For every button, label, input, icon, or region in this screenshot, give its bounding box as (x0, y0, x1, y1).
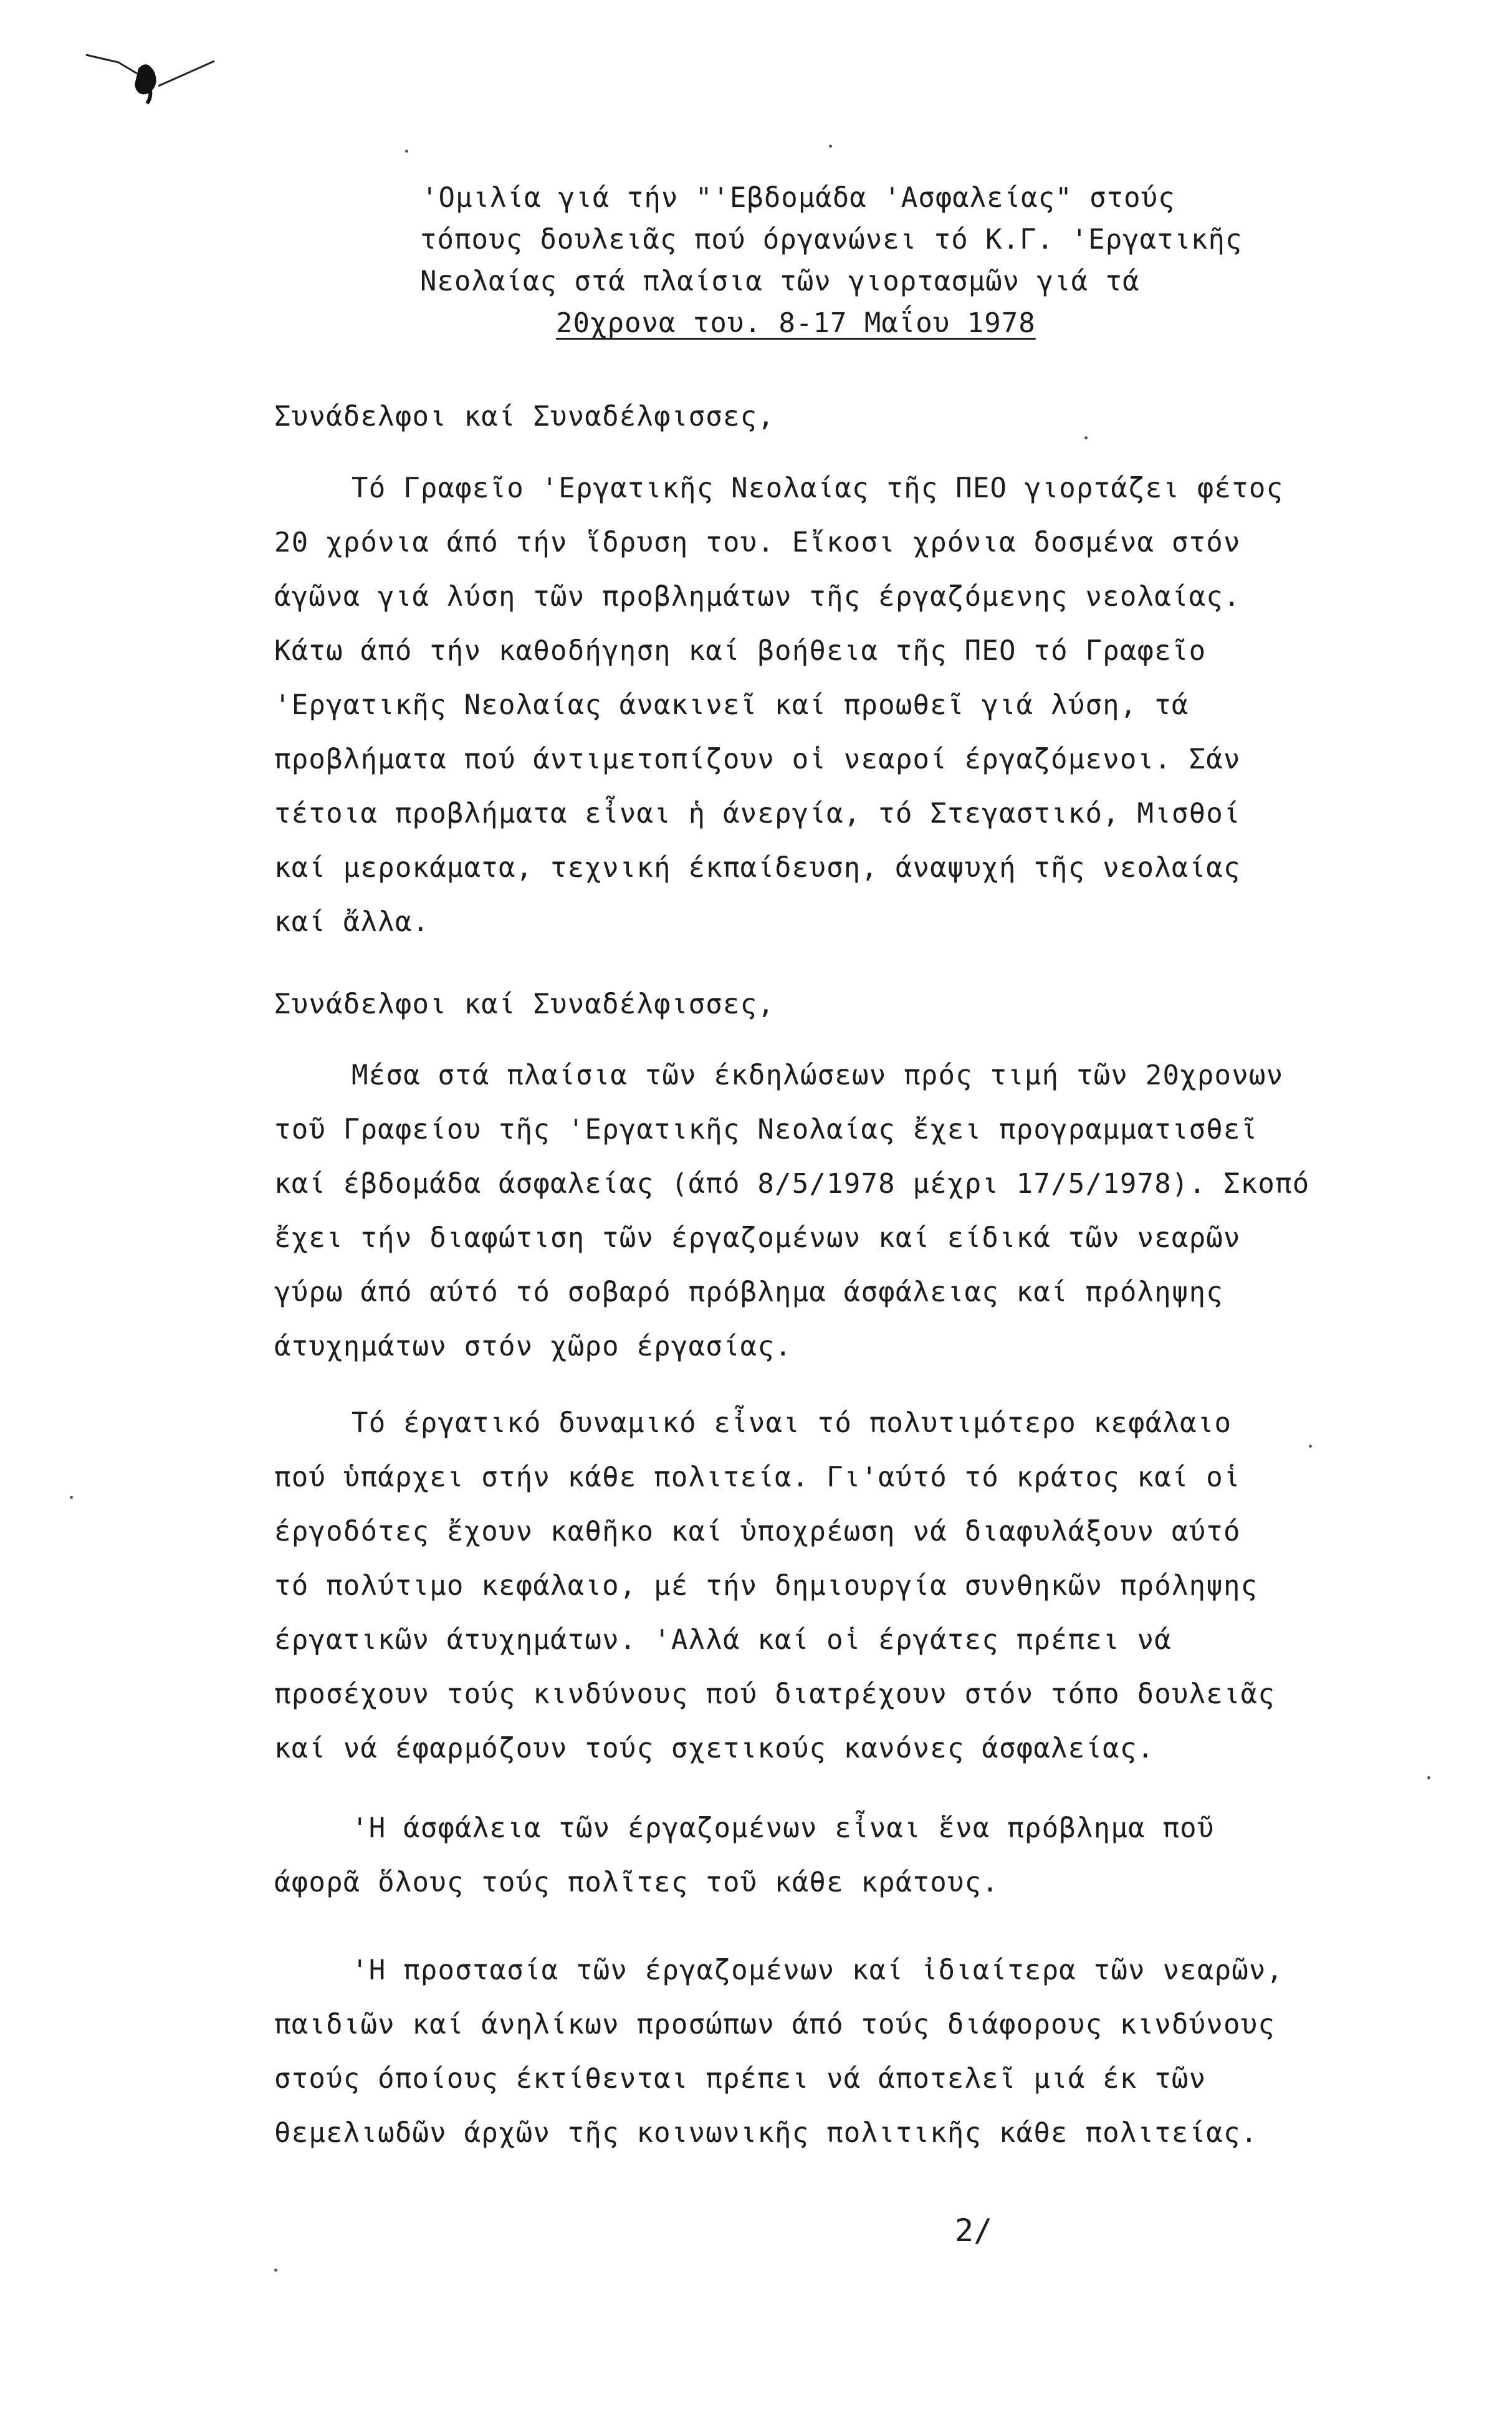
paragraph (274, 1943, 1283, 2160)
paragraph-line: προβλήματα πού άντιμετοπίζουν οἱ νεαροί έργαζόμενοι. Σάν (274, 744, 1241, 775)
paragraph-line: έργοδότες ἔχουν καθῆκο καί ὑποχρέωση νά διαφυλάξουν αύτό (274, 1516, 1241, 1547)
paragraph (274, 1048, 1309, 1374)
scan-speck (1427, 1776, 1430, 1779)
paragraph (274, 461, 1283, 949)
paragraph-line: τέτοια προβλήματα εἶναι ἡ άνεργία, τό Στεγαστικό, Μισθοί (274, 798, 1241, 830)
paragraph-line: Τό Γραφεῖο 'Εργατικῆς Νεολαίας τῆς ΠΕΟ γιορτάζει φέτος (352, 472, 1284, 504)
title-date-line: 20χρονα του. 8-17 Μαΐου 1978 (556, 307, 1036, 339)
scan-speck (274, 2269, 277, 2272)
title-line: Νεολαίας στά πλαίσια τῶν γιορτασμῶν γιά τά (420, 265, 1140, 297)
scan-speck (829, 145, 832, 148)
paragraph-line: πού ὑπάρχει στήν κάθε πολιτεία. Γι'αύτό τό κράτος καί οἱ (274, 1461, 1241, 1493)
paragraph-line: στούς όποίους έκτίθενται πρέπει νά άποτελεῖ μιά έκ τῶν (274, 2063, 1207, 2095)
paragraph-line: καί μεροκάματα, τεχνική έκπαίδευση, άναψυχή τῆς νεολαίας (274, 852, 1241, 884)
paragraph-line: παιδιῶν καί άνηλίκων προσώπων άπό τούς διάφορους κινδύνους (274, 2009, 1276, 2040)
title-line: 'Ομιλία γιά τήν "'Εβδομάδα 'Ασφαλείας" στούς (421, 182, 1175, 214)
page-number: 2/ (955, 2212, 993, 2249)
paragraph-line: 'Εργατικῆς Νεολαίας άνακινεῖ καί προωθεῖ γιά λύση, τά (274, 689, 1189, 721)
paragraph-line: τοῦ Γραφείου τῆς 'Εργατικῆς Νεολαίας ἔχει προγραμματισθεῖ (274, 1114, 1258, 1145)
paragraph-line: γύρω άπό αύτό τό σοβαρό πρόβλημα άσφάλειας καί πρόληψης (274, 1276, 1223, 1308)
paragraph (274, 1396, 1275, 1776)
salutation (274, 390, 775, 444)
salutation-text: Συνάδελφοι καί Συναδέλφισσες, (274, 401, 775, 433)
paragraph-line: τό πολύτιμο κεφάλαιο, μέ τήν δημιουργία συνθηκῶν πρόληψης (274, 1570, 1258, 1602)
paragraph-line: άτυχημάτων στόν χῶρο έργασίας. (274, 1331, 792, 1362)
scan-speck (1084, 436, 1088, 439)
paragraph-line: έργατικῶν άτυχημάτων. 'Αλλά καί οἱ έργάτες πρέπει νά (274, 1624, 1172, 1656)
paragraph (274, 1801, 1215, 1910)
paragraph-line: ἔχει τήν διαφώτιση τῶν έργαζομένων καί είδικά τῶν νεαρῶν (274, 1222, 1241, 1254)
paragraph-line: θεμελιωδῶν άρχῶν τῆς κοινωνικῆς πολιτικῆς κάθε πολιτείας. (274, 2117, 1258, 2149)
paragraph-line: καί ἄλλα. (274, 906, 430, 938)
paragraph-line: Κάτω άπό τήν καθοδήγηση καί βοήθεια τῆς ΠΕΟ τό Γραφεῖο (274, 635, 1207, 667)
paragraph-line: Τό έργατικό δυναμικό εἶναι τό πολυτιμότερο κεφάλαιο (352, 1407, 1232, 1439)
paragraph-line: άγῶνα γιά λύση τῶν προβλημάτων τῆς έργαζόμενης νεολαίας. (274, 581, 1241, 613)
paragraph-line: προσέχουν τούς κινδύνους πού διατρέχουν στόν τόπο δουλειᾶς (274, 1678, 1276, 1710)
salutation-text: Συνάδελφοι καί Συναδέλφισσες, (274, 988, 775, 1020)
paragraph-line: καί νά έφαρμόζουν τούς σχετικούς κανόνες άσφαλείας. (274, 1733, 1155, 1764)
paragraph-line: καί έβδομάδα άσφαλείας (άπό 8/5/1978 μέχρι 17/5/1978). Σκοπό (274, 1168, 1310, 1200)
paragraph-line: 'Η άσφάλεια τῶν έργαζομένων εἶναι ἕνα πρόβλημα ποῦ (352, 1812, 1215, 1844)
document-title (421, 177, 1394, 344)
paragraph-line: 20 χρόνια άπό τήν ἵδρυση του. Εἴκοσι χρόνια δοσμένα στόν (274, 527, 1241, 558)
title-line: τόπους δουλειᾶς πού όργανώνει τό Κ.Γ. 'Εργατικῆς (420, 224, 1243, 256)
scan-speck (1309, 1445, 1312, 1448)
scan-speck (405, 150, 408, 153)
ink-blot-mark (81, 37, 224, 106)
salutation (274, 977, 775, 1031)
paragraph-line: άφορᾶ ὅλους τούς πολῖτες τοῦ κάθε κράτους. (274, 1867, 999, 1898)
scan-speck (70, 1496, 73, 1499)
paragraph-line: Μέσα στά πλαίσια τῶν έκδηλώσεων πρός τιμή τῶν 20χρονων (352, 1059, 1284, 1091)
paragraph-line: 'Η προστασία τῶν έργαζομένων καί ἰδιαίτερα τῶν νεαρῶν, (352, 1954, 1284, 1986)
